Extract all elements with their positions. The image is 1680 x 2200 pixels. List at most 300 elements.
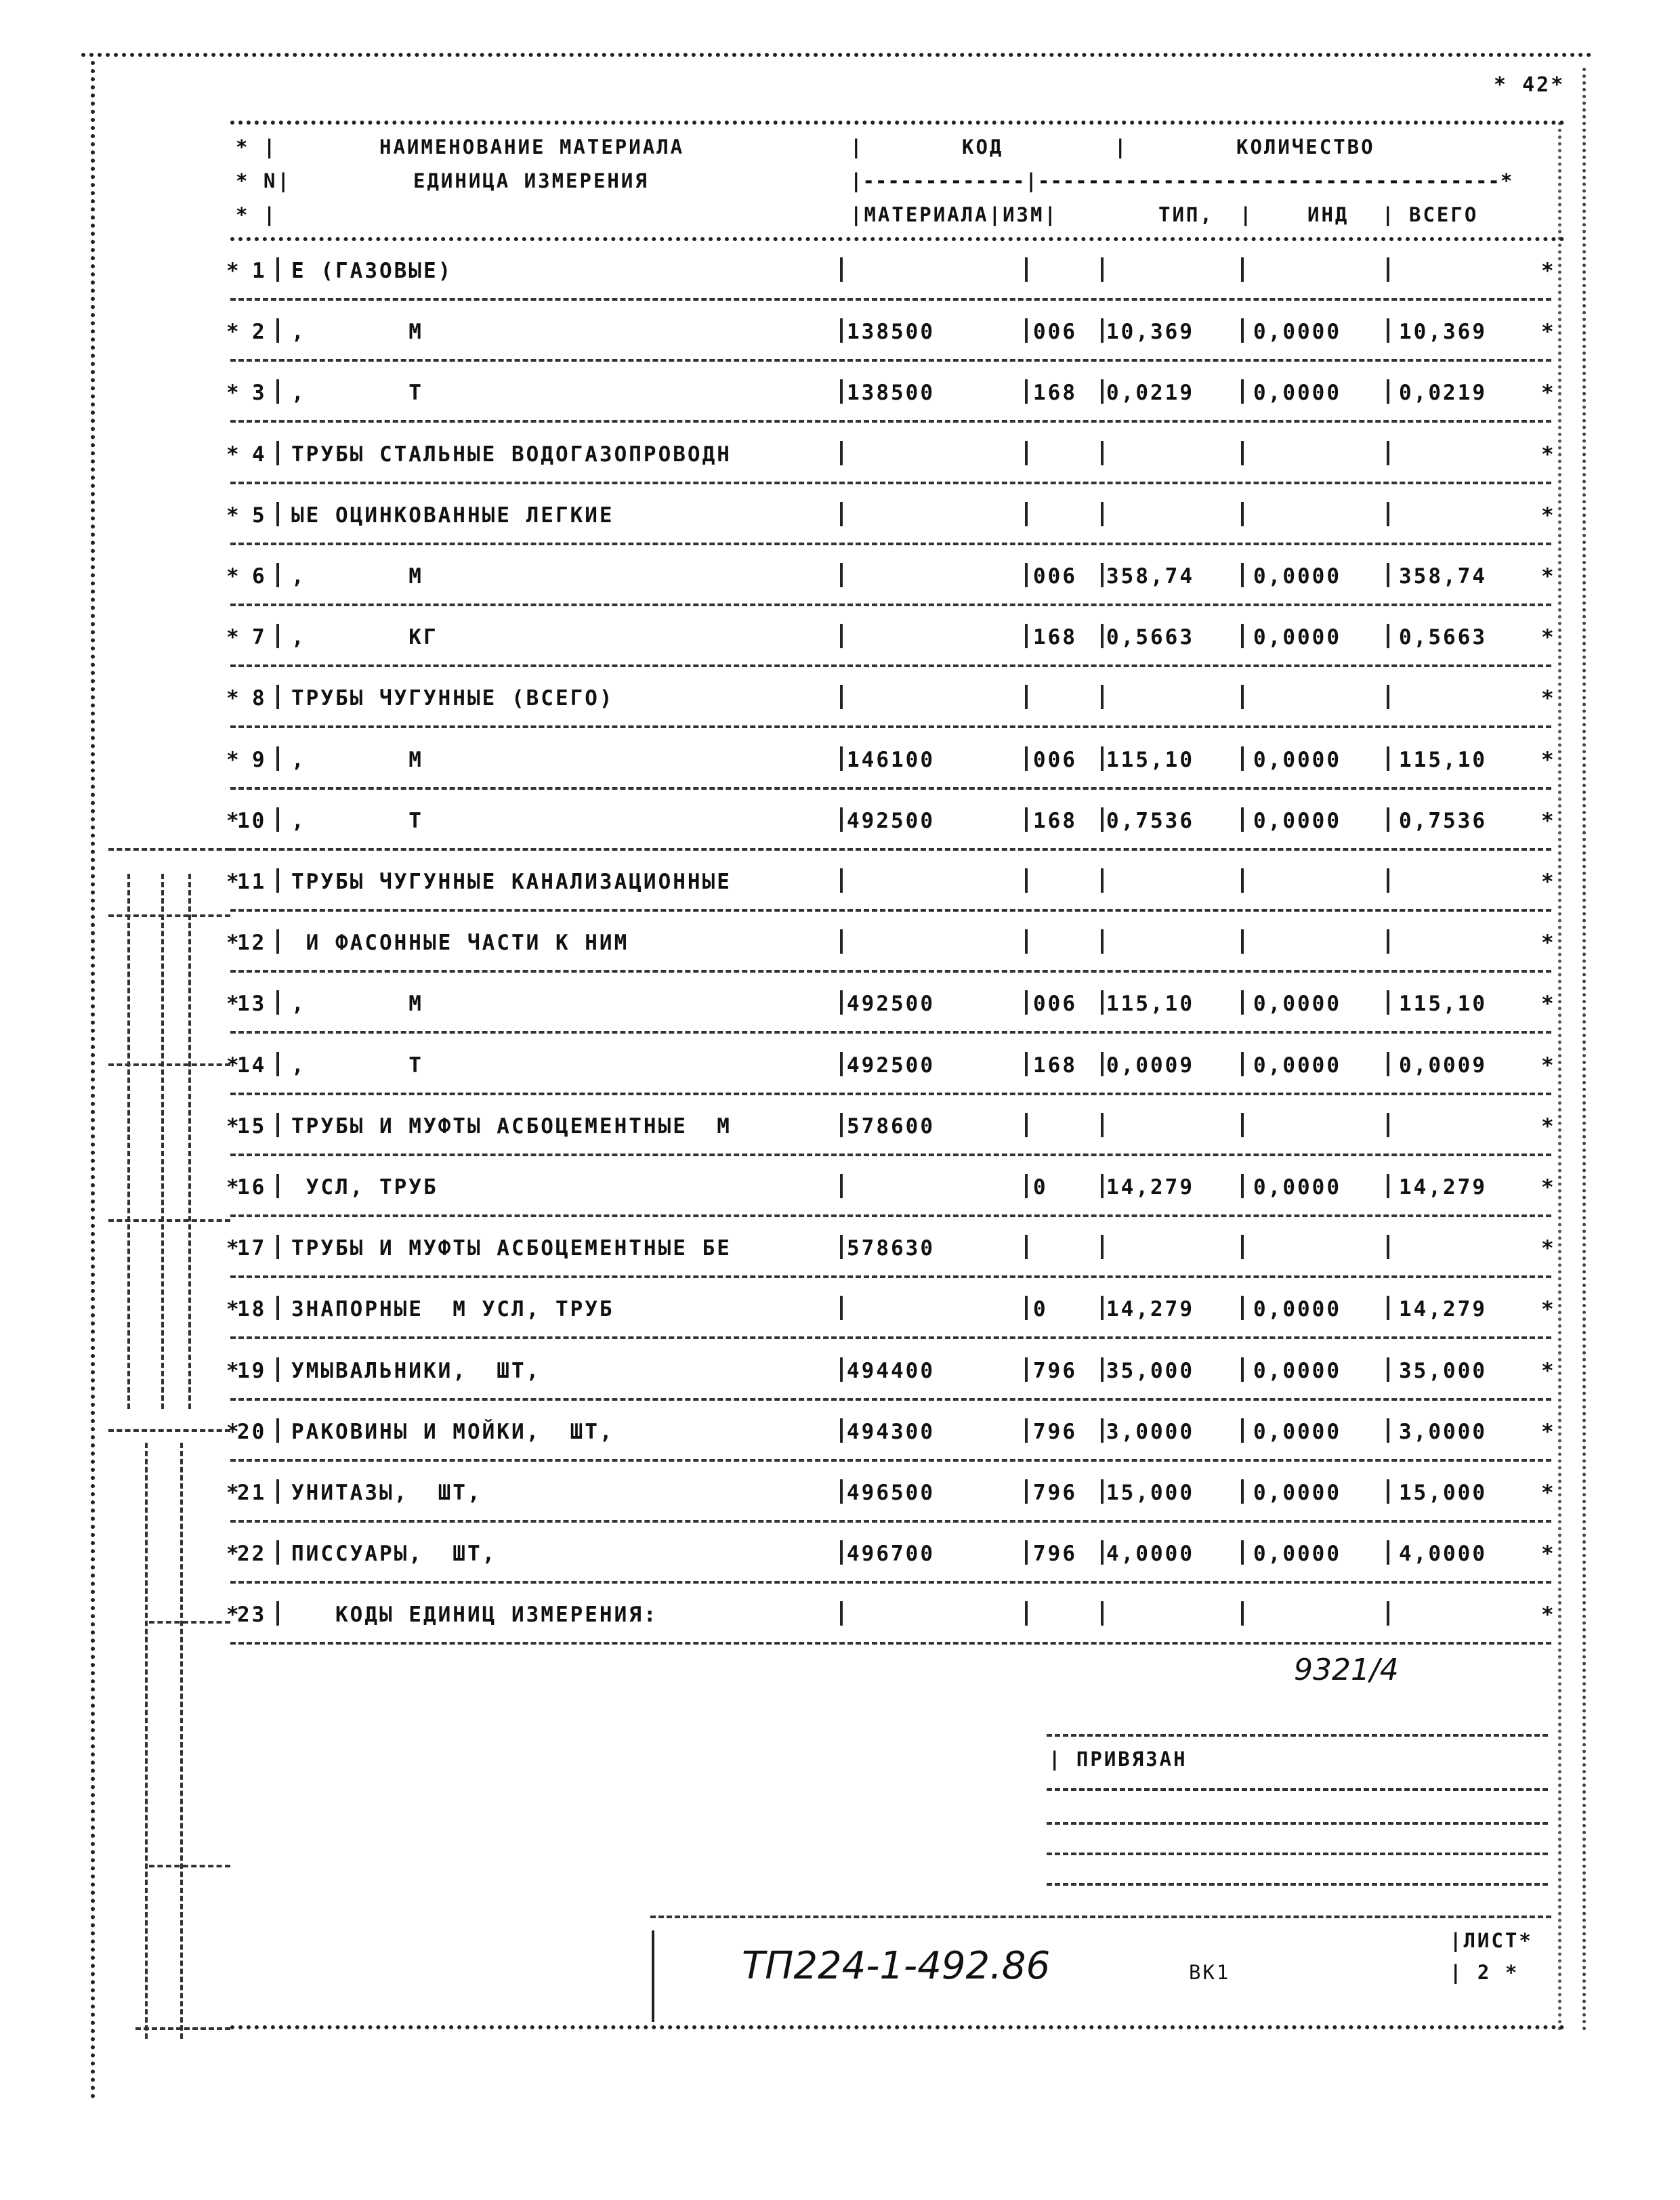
qty-individual: 0,0000: [1253, 1297, 1341, 1321]
row-end-star: *: [1541, 503, 1556, 528]
column-separator: [276, 990, 279, 1015]
qty-total: 0,0009: [1399, 1053, 1487, 1078]
column-separator: [1241, 1540, 1244, 1565]
qty-individual: 0,0000: [1253, 320, 1341, 344]
column-separator: [1241, 379, 1244, 404]
column-separator: [1025, 1540, 1028, 1565]
column-separator: [1387, 441, 1389, 465]
row-end-star: *: [1541, 320, 1556, 344]
qty-type: 15,000: [1106, 1481, 1194, 1505]
column-separator: [1101, 1418, 1104, 1443]
column-separator: [276, 318, 279, 343]
material-code: 138500: [847, 381, 935, 405]
column-separator: [1101, 441, 1104, 465]
column-separator: [840, 1113, 843, 1137]
column-separator: [1101, 1113, 1104, 1137]
row-separator: [230, 1031, 1551, 1034]
row-end-star: *: [1541, 992, 1556, 1016]
column-separator: [1025, 1052, 1028, 1076]
row-number: 14: [237, 1053, 267, 1078]
stamp-rule-2: [1047, 1788, 1548, 1791]
row-separator: [230, 543, 1551, 545]
table-row: [226, 442, 1558, 472]
bottom-star-rule: [230, 2025, 1565, 2029]
column-separator: [1025, 257, 1028, 282]
column-separator: [1241, 1174, 1244, 1198]
page-number: * 42*: [1494, 73, 1566, 97]
row-number: 16: [237, 1175, 267, 1200]
row-number: 6: [252, 564, 267, 589]
column-separator: [1387, 379, 1389, 404]
column-separator: [1387, 929, 1389, 954]
row-star: *: [226, 1236, 241, 1261]
unit-code: 796: [1033, 1542, 1077, 1566]
row-end-star: *: [1541, 381, 1556, 405]
qty-total: 35,000: [1399, 1359, 1487, 1383]
sheet-number: | 2 *: [1450, 1961, 1519, 1984]
qty-type: 115,10: [1106, 992, 1194, 1016]
column-separator: [1025, 1357, 1028, 1382]
row-end-star: *: [1541, 748, 1556, 772]
column-separator: [1025, 1174, 1028, 1198]
qty-individual: 0,0000: [1253, 625, 1341, 650]
header-name-line1: НАИМЕНОВАНИЕ МАТЕРИАЛА: [379, 135, 685, 158]
stamp-left-bar: [652, 1930, 654, 2022]
document-code: ТП224-1-492.86: [742, 1944, 1051, 1988]
margin-rule-1: [108, 848, 230, 851]
unit-code: 168: [1033, 1053, 1077, 1078]
column-separator: [840, 1174, 843, 1198]
column-separator: [1025, 1235, 1028, 1259]
row-separator: [230, 1398, 1551, 1401]
row-separator: [230, 420, 1551, 423]
qty-total: 0,7536: [1399, 809, 1487, 833]
column-separator: [276, 868, 279, 893]
row-separator: [230, 787, 1551, 790]
column-separator: [1387, 807, 1389, 832]
column-separator: [840, 807, 843, 832]
row-end-star: *: [1541, 259, 1556, 283]
unit-code: 006: [1033, 320, 1077, 344]
header-bottom-rule: [230, 237, 1565, 241]
material-name: КОДЫ ЕДИНИЦ ИЗМЕРЕНИЯ:: [291, 1603, 658, 1627]
column-separator: [1241, 502, 1244, 526]
column-separator: [1101, 624, 1104, 648]
row-separator: [230, 482, 1551, 484]
column-separator: [1101, 379, 1104, 404]
column-separator: [276, 1174, 279, 1198]
qty-individual: 0,0000: [1253, 1542, 1341, 1566]
header-code-bar: |: [850, 135, 864, 158]
sheet-label: |ЛИСТ*: [1450, 1929, 1533, 1952]
qty-type: 3,0000: [1106, 1420, 1194, 1444]
qty-individual: 0,0000: [1253, 1481, 1341, 1505]
column-separator: [1387, 563, 1389, 587]
row-separator: [230, 1581, 1551, 1584]
row-separator: [230, 1520, 1551, 1523]
column-separator: [276, 1540, 279, 1565]
material-name: Е (ГАЗОВЫЕ): [291, 259, 453, 283]
column-separator: [1387, 1601, 1389, 1626]
table-row: [226, 809, 1558, 839]
qty-type: 10,369: [1106, 320, 1194, 344]
material-code: 496700: [847, 1542, 935, 1566]
column-separator: [1387, 1235, 1389, 1259]
column-separator: [1101, 1174, 1104, 1198]
row-number: 23: [237, 1603, 267, 1627]
column-separator: [1025, 1601, 1028, 1626]
row-star: *: [226, 686, 241, 711]
table-bottom-rule: [230, 1642, 1551, 1645]
material-code: 578630: [847, 1236, 935, 1261]
row-separator: [230, 359, 1551, 362]
table-row: [226, 870, 1558, 900]
column-separator: [1101, 257, 1104, 282]
row-star: *: [226, 870, 241, 894]
row-separator: [230, 1459, 1551, 1462]
qty-individual: 0,0000: [1253, 381, 1341, 405]
row-end-star: *: [1541, 1053, 1556, 1078]
margin-line-5: [180, 1443, 183, 2039]
column-separator: [1101, 1479, 1104, 1504]
unit-code: 006: [1033, 992, 1077, 1016]
unit-code: 0: [1033, 1175, 1048, 1200]
row-number: 10: [237, 809, 267, 833]
column-separator: [1241, 1357, 1244, 1382]
row-end-star: *: [1541, 1297, 1556, 1321]
material-name: , Т: [291, 381, 423, 405]
material-code: 578600: [847, 1114, 935, 1139]
qty-individual: 0,0000: [1253, 564, 1341, 589]
column-separator: [276, 257, 279, 282]
column-separator: [1241, 685, 1244, 709]
row-end-star: *: [1541, 1359, 1556, 1383]
header-top-rule: [230, 121, 1565, 125]
table-row: [226, 1603, 1558, 1632]
header-sub-dashes: |-------------|-------------------------------------*: [850, 169, 1513, 192]
margin-line-3: [188, 874, 191, 1409]
qty-total: 358,74: [1399, 564, 1487, 589]
header-sub-material: |МАТЕРИАЛА|ИЗМ|: [850, 203, 1058, 226]
column-separator: [276, 1235, 279, 1259]
material-code: 492500: [847, 809, 935, 833]
row-end-star: *: [1541, 1420, 1556, 1444]
column-separator: [1387, 257, 1389, 282]
unit-code: 168: [1033, 625, 1077, 650]
row-separator: [230, 1336, 1551, 1339]
column-separator: [276, 1418, 279, 1443]
row-end-star: *: [1541, 870, 1556, 894]
column-separator: [1101, 807, 1104, 832]
row-star: *: [226, 259, 241, 283]
column-separator: [1101, 318, 1104, 343]
table-row: [226, 564, 1558, 594]
row-separator: [230, 604, 1551, 606]
row-number: 8: [252, 686, 267, 711]
row-star: *: [226, 1114, 241, 1139]
margin-rule-3: [108, 1063, 230, 1066]
column-separator: [1241, 807, 1244, 832]
column-separator: [1101, 1235, 1104, 1259]
row-star: *: [226, 1420, 241, 1444]
row-end-star: *: [1541, 686, 1556, 711]
column-separator: [840, 929, 843, 954]
row-end-star: *: [1541, 442, 1556, 467]
stamp-rule-3: [1047, 1822, 1548, 1825]
qty-type: 0,7536: [1106, 809, 1194, 833]
material-name: УМЫВАЛЬНИКИ, ШТ,: [291, 1359, 541, 1383]
table-row: [226, 1542, 1558, 1571]
table-row: [226, 503, 1558, 533]
column-separator: [276, 502, 279, 526]
table-row: [226, 1359, 1558, 1389]
row-end-star: *: [1541, 564, 1556, 589]
material-name: ТРУБЫ И МУФТЫ АСБОЦЕМЕНТНЫЕ БЕ: [291, 1236, 732, 1261]
row-star: *: [226, 748, 241, 772]
row-number: 4: [252, 442, 267, 467]
column-separator: [1101, 1052, 1104, 1076]
header-name-line2: ЕДИНИЦА ИЗМЕРЕНИЯ: [413, 169, 649, 192]
column-separator: [1241, 1418, 1244, 1443]
unit-code: 006: [1033, 564, 1077, 589]
column-separator: [276, 807, 279, 832]
column-separator: [1101, 685, 1104, 709]
material-code: 146100: [847, 748, 935, 772]
table-row: [226, 625, 1558, 655]
column-separator: [1025, 318, 1028, 343]
attached-label: | ПРИВЯЗАН: [1049, 1748, 1188, 1771]
table-row: [226, 1236, 1558, 1266]
row-number: 11: [237, 870, 267, 894]
column-separator: [1025, 929, 1028, 954]
column-separator: [1387, 1113, 1389, 1137]
column-separator: [1387, 318, 1389, 343]
qty-individual: 0,0000: [1253, 748, 1341, 772]
column-separator: [1025, 502, 1028, 526]
qty-type: 35,000: [1106, 1359, 1194, 1383]
column-separator: [840, 318, 843, 343]
column-separator: [1025, 1479, 1028, 1504]
margin-line-2: [161, 874, 164, 1409]
header-sub-tip: ТИП,: [1158, 203, 1214, 226]
column-separator: [840, 257, 843, 282]
row-star: *: [226, 1481, 241, 1505]
column-separator: [1101, 1357, 1104, 1382]
row-separator: [230, 1214, 1551, 1217]
right-inner-star-border: [1558, 122, 1561, 2032]
row-separator: [230, 664, 1551, 667]
row-separator: [230, 909, 1551, 912]
column-separator: [1241, 1052, 1244, 1076]
qty-total: 3,0000: [1399, 1420, 1487, 1444]
column-separator: [840, 1235, 843, 1259]
row-number: 15: [237, 1114, 267, 1139]
row-star: *: [226, 503, 241, 528]
column-separator: [840, 990, 843, 1015]
column-separator: [1241, 1296, 1244, 1320]
material-name: ТРУБЫ И МУФТЫ АСБОЦЕМЕНТНЫЕ М: [291, 1114, 732, 1139]
qty-type: 0,0219: [1106, 381, 1194, 405]
column-separator: [1241, 990, 1244, 1015]
column-separator: [1101, 746, 1104, 771]
material-code: 494400: [847, 1359, 935, 1383]
column-separator: [1241, 1479, 1244, 1504]
material-name: ЗНАПОРНЫЕ М УСЛ, ТРУБ: [291, 1297, 614, 1321]
material-name: , М: [291, 748, 423, 772]
row-star: *: [226, 931, 241, 955]
qty-total: 14,279: [1399, 1297, 1487, 1321]
row-star: *: [226, 1297, 241, 1321]
material-name: ЫЕ ОЦИНКОВАННЫЕ ЛЕГКИЕ: [291, 503, 614, 528]
material-code: 492500: [847, 992, 935, 1016]
row-star: *: [226, 992, 241, 1016]
column-separator: [1101, 1540, 1104, 1565]
row-end-star: *: [1541, 1481, 1556, 1505]
column-separator: [1387, 1418, 1389, 1443]
table-row: [226, 1053, 1558, 1083]
column-separator: [1101, 929, 1104, 954]
right-star-border: [1582, 68, 1586, 2032]
row-number: 1: [252, 259, 267, 283]
qty-total: 14,279: [1399, 1175, 1487, 1200]
table-row: [226, 259, 1558, 289]
material-name: , КГ: [291, 625, 438, 650]
column-separator: [1387, 624, 1389, 648]
column-separator: [276, 379, 279, 404]
row-star: *: [226, 442, 241, 467]
material-name: , Т: [291, 809, 423, 833]
header-sub-total: ВСЕГО: [1409, 203, 1479, 226]
column-separator: [1387, 502, 1389, 526]
column-separator: [1387, 746, 1389, 771]
column-separator: [1101, 1296, 1104, 1320]
column-separator: [1101, 990, 1104, 1015]
handwritten-number: 9321/4: [1294, 1653, 1399, 1687]
row-number: 2: [252, 320, 267, 344]
header-no-mark2: * |: [236, 203, 278, 226]
column-separator: [276, 1357, 279, 1382]
column-separator: [1241, 1113, 1244, 1137]
margin-line-4: [145, 1443, 148, 2039]
qty-type: 4,0000: [1106, 1542, 1194, 1566]
column-separator: [1025, 1296, 1028, 1320]
column-separator: [840, 624, 843, 648]
qty-total: 0,0219: [1399, 381, 1487, 405]
unit-code: 168: [1033, 381, 1077, 405]
row-separator: [230, 1154, 1551, 1156]
qty-type: 358,74: [1106, 564, 1194, 589]
table-row: [226, 1114, 1558, 1144]
row-number: 20: [237, 1420, 267, 1444]
column-separator: [1387, 1540, 1389, 1565]
document-mark: ВК1: [1189, 1961, 1231, 1984]
row-number: 18: [237, 1297, 267, 1321]
column-separator: [1387, 1052, 1389, 1076]
qty-individual: 0,0000: [1253, 992, 1341, 1016]
qty-type: 0,0009: [1106, 1053, 1194, 1078]
header-qty: КОЛИЧЕСТВО: [1236, 135, 1375, 158]
row-star: *: [226, 809, 241, 833]
material-name: ТРУБЫ ЧУГУННЫЕ (ВСЕГО): [291, 686, 614, 711]
material-name: РАКОВИНЫ И МОЙКИ, ШТ,: [291, 1420, 614, 1444]
unit-code: 168: [1033, 809, 1077, 833]
qty-individual: 0,0000: [1253, 1359, 1341, 1383]
column-separator: [1241, 1235, 1244, 1259]
row-separator: [230, 1093, 1551, 1095]
stamp-rule-5: [1047, 1883, 1548, 1886]
column-separator: [840, 563, 843, 587]
header-sub-ind: ИНД: [1307, 203, 1349, 226]
qty-total: 115,10: [1399, 992, 1487, 1016]
row-star: *: [226, 625, 241, 650]
column-separator: [840, 379, 843, 404]
material-name: ПИССУАРЫ, ШТ,: [291, 1542, 497, 1566]
material-name: , М: [291, 320, 423, 344]
column-separator: [276, 1113, 279, 1137]
row-star: *: [226, 564, 241, 589]
bottom-dash-rule: [135, 2027, 230, 2030]
margin-rule-6: [149, 1621, 230, 1624]
header-no: * N|: [236, 169, 291, 192]
column-separator: [1387, 1174, 1389, 1198]
unit-code: 006: [1033, 748, 1077, 772]
row-number: 9: [252, 748, 267, 772]
row-star: *: [226, 320, 241, 344]
row-number: 17: [237, 1236, 267, 1261]
column-separator: [276, 1479, 279, 1504]
column-separator: [1387, 990, 1389, 1015]
row-end-star: *: [1541, 1175, 1556, 1200]
stamp-rule-1: [1047, 1734, 1548, 1737]
margin-rule-5: [108, 1429, 230, 1432]
column-separator: [1241, 318, 1244, 343]
header-sub-ind-bar: |: [1240, 203, 1254, 226]
table-row: [226, 931, 1558, 960]
material-name: , М: [291, 992, 423, 1016]
row-end-star: *: [1541, 931, 1556, 955]
column-separator: [840, 1357, 843, 1382]
qty-total: 0,5663: [1399, 625, 1487, 650]
column-separator: [840, 502, 843, 526]
row-star: *: [226, 1053, 241, 1078]
column-separator: [276, 685, 279, 709]
column-separator: [1025, 685, 1028, 709]
qty-type: 14,279: [1106, 1175, 1194, 1200]
table-row: [226, 686, 1558, 716]
qty-individual: 0,0000: [1253, 1420, 1341, 1444]
column-separator: [1025, 990, 1028, 1015]
material-code: 492500: [847, 1053, 935, 1078]
table-row: [226, 320, 1558, 350]
row-star: *: [226, 1542, 241, 1566]
qty-individual: 0,0000: [1253, 809, 1341, 833]
row-separator: [230, 1275, 1551, 1278]
column-separator: [1025, 563, 1028, 587]
header-no-mark: * |: [236, 135, 278, 158]
row-end-star: *: [1541, 809, 1556, 833]
unit-code: 796: [1033, 1420, 1077, 1444]
unit-code: 0: [1033, 1297, 1048, 1321]
column-separator: [1241, 929, 1244, 954]
material-name: УСЛ, ТРУБ: [291, 1175, 438, 1200]
column-separator: [840, 1601, 843, 1626]
row-separator: [230, 298, 1551, 301]
column-separator: [840, 441, 843, 465]
column-separator: [1101, 502, 1104, 526]
column-separator: [276, 624, 279, 648]
column-separator: [1025, 746, 1028, 771]
column-separator: [1241, 257, 1244, 282]
